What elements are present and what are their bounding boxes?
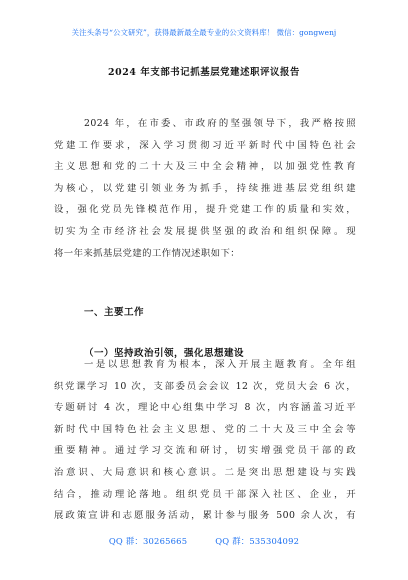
section-heading: 一、主要工作 <box>84 307 145 318</box>
body-line: 治意识、大局意识和核心意识。二是突出思想建设与实践 <box>54 466 356 478</box>
footer-qq-group-2: QQ 群：535304092 <box>215 536 300 546</box>
body-line: 一是以思想教育为根本，深入开展主题教育。全年组 <box>84 359 356 370</box>
body-line: 专题研讨 4 次，理论中心组集中学习 8 次，内容涵盖习近平 <box>54 402 356 414</box>
intro-line: 将一年来抓基层党建的工作情况述职如下： <box>54 247 241 259</box>
intro-line: 主义思想和党的二十大及三中全会精神，以加强党性教育 <box>54 161 356 173</box>
intro-line: 设，强化党员先锋模范作用，提升党建工作的质量和实效， <box>54 204 356 216</box>
promo-banner: 关注头条号“公文研究”，获得最新最全最专业的公文资料库！ 微信：gongwenj <box>71 28 337 37</box>
body-paragraph <box>54 354 356 527</box>
body-line: 新时代中国特色社会主义思想、党的二十大及三中全会等 <box>54 423 356 435</box>
body-line: 结合，推动理论落地。组织党员干部深入社区、企业，开 <box>54 488 356 500</box>
body-line: 重要精神。通过学习交流和研讨，切实增强党员干部的政 <box>54 445 356 457</box>
intro-line: 2024 年，在市委、市政府的坚强领导下，我严格按照 <box>84 118 356 129</box>
subsection-heading: （一）坚持政治引领，强化思想建设 <box>84 348 245 359</box>
intro-line: 切实为全市经济社会发展提供坚强的政治和组织保障。现 <box>54 225 356 237</box>
intro-paragraph <box>54 113 356 264</box>
body-line: 织党课学习 10 次，支部委员会会议 12 次，党员大会 6 次， <box>54 380 356 392</box>
body-line: 展政策宣讲和志愿服务活动，累计参与服务 500 余人次，有 <box>54 510 356 522</box>
footer-contact <box>0 535 408 547</box>
intro-line: 党建工作要求，深入学习贯彻习近平新时代中国特色社会 <box>54 139 356 151</box>
intro-line: 为核心，以党建引领业务为抓手，持续推进基层党组织建 <box>54 182 356 194</box>
footer-qq-group-1: QQ 群：30265665 <box>108 536 188 546</box>
document-title: 2024 年支部书记抓基层党建述职评议报告 <box>108 67 300 78</box>
